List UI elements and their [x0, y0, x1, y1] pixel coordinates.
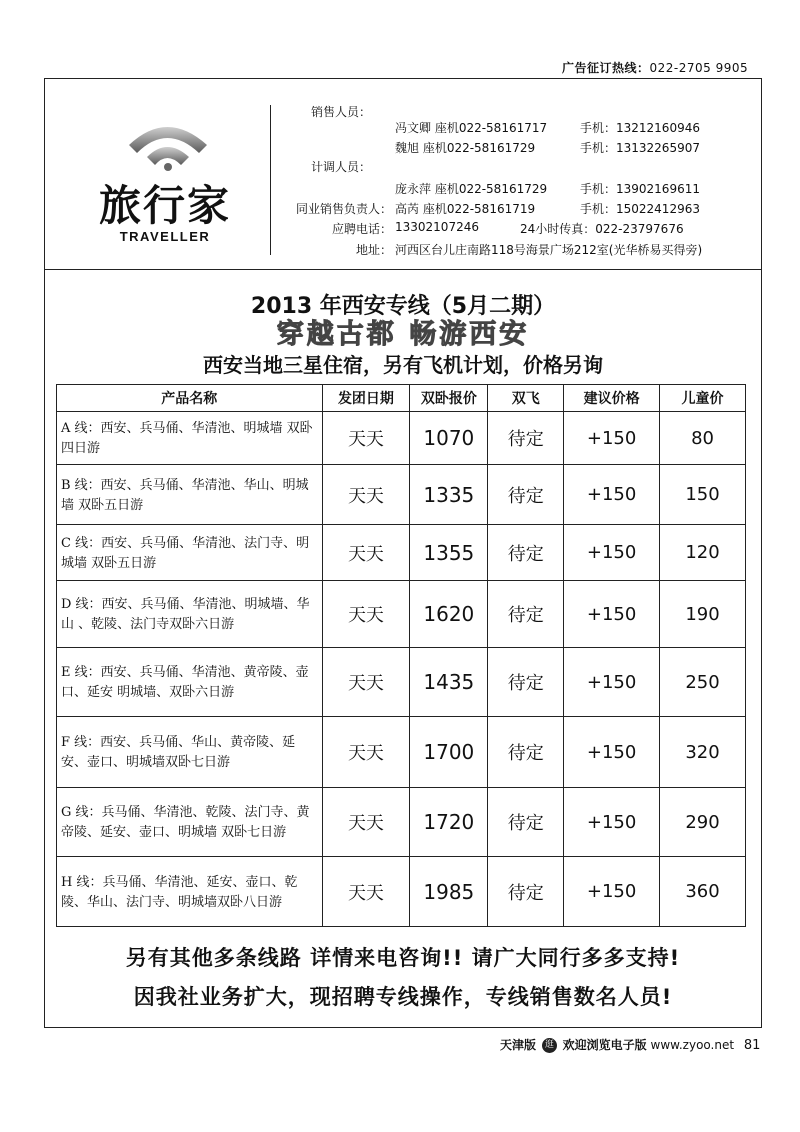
table-row — [57, 648, 746, 717]
more-routes-notice: 另有其他多条线路 详情来电咨询!! 请广大同行多多支持! — [125, 946, 681, 970]
route-name: C 线：西安、兵马俑、华清池、法门寺、明城墙 双卧五日游 — [57, 525, 323, 581]
contact-name: 魏旭 座机022-58161729 — [395, 141, 536, 155]
contact-mobile: 手机：13212160946 — [580, 121, 700, 135]
contact-name: 庞永萍 座机022-58161729 — [395, 182, 548, 196]
route-price: 1355 — [410, 525, 488, 581]
header-separator — [45, 269, 761, 270]
edition-label: 天津版 — [500, 1038, 537, 1052]
route-date: 天天 — [322, 412, 410, 465]
route-child: 150 — [660, 465, 746, 525]
traveller-logo — [85, 115, 245, 245]
route-child: 250 — [660, 648, 746, 717]
route-date: 天天 — [322, 581, 410, 648]
header-flight: 双飞 — [488, 385, 564, 412]
header-date: 发团日期 — [322, 385, 410, 412]
page-number: 81 — [743, 1038, 761, 1053]
table-row — [57, 525, 746, 581]
contact-mobile: 手机：13132265907 — [580, 141, 700, 155]
route-suggest: +150 — [564, 788, 660, 857]
logo-chinese: 旅行家 — [98, 181, 231, 230]
route-suggest: +150 — [564, 857, 660, 927]
route-price: 1070 — [410, 412, 488, 465]
ad-frame — [44, 78, 762, 1028]
route-child: 120 — [660, 525, 746, 581]
route-flight: 待定 — [488, 581, 564, 648]
route-price: 1720 — [410, 788, 488, 857]
contact-fax: 24小时传真：022-23797676 — [520, 222, 684, 236]
route-suggest: +150 — [564, 717, 660, 788]
contact-address: 河西区台儿庄南路118号海景广场212室(光华桥易买得旁) — [395, 243, 703, 257]
contact-label: 应聘电话： — [331, 222, 392, 236]
route-suggest: +150 — [564, 581, 660, 648]
route-price: 1985 — [410, 857, 488, 927]
slogan: 穿越古都 畅游西安 — [276, 319, 530, 350]
route-price: 1335 — [410, 465, 488, 525]
route-name: F 线：西安、兵马俑、华山、黄帝陵、延安、壶口、明城墙双卧七日游 — [57, 717, 323, 788]
logo-english: TRAVELLER — [119, 229, 211, 244]
table-row — [57, 465, 746, 525]
route-name: H 线：兵马俑、华清池、延安、壶口、乾陵、华山、法门寺、明城墙双卧八日游 — [57, 857, 323, 927]
route-child: 320 — [660, 717, 746, 788]
route-table — [56, 384, 746, 927]
table-row — [57, 581, 746, 648]
table-row — [57, 717, 746, 788]
table-row — [57, 788, 746, 857]
route-name: B 线：西安、兵马俑、华清池、华山、明城墙 双卧五日游 — [57, 465, 323, 525]
route-price: 1700 — [410, 717, 488, 788]
route-name: D 线：西安、兵马俑、华清池、明城墙、华山 、乾陵、法门寺双卧六日游 — [57, 581, 323, 648]
route-date: 天天 — [322, 857, 410, 927]
route-price: 1435 — [410, 648, 488, 717]
route-name: A 线：西安、兵马俑、华清池、明城墙 双卧四日游 — [57, 412, 323, 465]
route-flight: 待定 — [488, 857, 564, 927]
route-child: 290 — [660, 788, 746, 857]
route-price: 1620 — [410, 581, 488, 648]
recruitment-notice: 因我社业务扩大，现招聘专线操作，专线销售数名人员! — [133, 985, 673, 1009]
route-flight: 待定 — [488, 788, 564, 857]
route-flight: 待定 — [488, 648, 564, 717]
header-child: 儿童价 — [660, 385, 746, 412]
contact-name: 冯文卿 座机022-58161717 — [395, 121, 548, 135]
table-header-row — [57, 385, 746, 412]
route-date: 天天 — [322, 465, 410, 525]
header-suggest: 建议价格 — [564, 385, 660, 412]
route-child: 80 — [660, 412, 746, 465]
contact-label: 同业销售负责人： — [295, 202, 392, 216]
contact-name: 高芮 座机022-58161719 — [395, 202, 536, 216]
footer-site[interactable]: www.zyoo.net — [650, 1038, 735, 1052]
route-child: 190 — [660, 581, 746, 648]
table-row — [57, 412, 746, 465]
route-date: 天天 — [322, 648, 410, 717]
route-flight: 待定 — [488, 465, 564, 525]
contact-mobile: 手机：13902169611 — [580, 182, 700, 196]
route-name: E 线：西安、兵马俑、华清池、黄帝陵、壶口、延安 明城墙、双卧六日游 — [57, 648, 323, 717]
contact-label: 计调人员： — [310, 160, 371, 174]
footer-text: 欢迎浏览电子版 — [562, 1038, 647, 1052]
route-date: 天天 — [322, 717, 410, 788]
browse-badge-icon: 逛 — [542, 1038, 557, 1053]
main-title: 2013 年西安专线（5月二期） — [250, 294, 556, 319]
contact-label: 销售人员： — [310, 105, 371, 119]
table-row — [57, 857, 746, 927]
contact-name: 13302107246 — [395, 220, 479, 234]
route-child: 360 — [660, 857, 746, 927]
page-footer — [500, 1036, 760, 1053]
route-date: 天天 — [322, 788, 410, 857]
route-suggest: +150 — [564, 412, 660, 465]
hotline-number: 022-2705 9905 — [649, 61, 749, 75]
contact-label: 地址： — [355, 243, 392, 257]
route-suggest: +150 — [564, 525, 660, 581]
route-flight: 待定 — [488, 717, 564, 788]
subtitle: 西安当地三星住宿，另有飞机计划，价格另询 — [203, 353, 603, 377]
wifi-arcs-icon — [119, 115, 215, 171]
hotline-label: 广告征订热线： — [562, 61, 650, 75]
ad-hotline — [562, 59, 748, 76]
route-flight: 待定 — [488, 525, 564, 581]
header-product: 产品名称 — [57, 385, 323, 412]
route-name: G 线：兵马俑、华清池、乾陵、法门寺、黄帝陵、延安、壶口、明城墙 双卧七日游 — [57, 788, 323, 857]
route-suggest: +150 — [564, 465, 660, 525]
route-suggest: +150 — [564, 648, 660, 717]
route-flight: 待定 — [488, 412, 564, 465]
header-price: 双卧报价 — [410, 385, 488, 412]
contact-mobile: 手机：15022412963 — [580, 202, 700, 216]
route-date: 天天 — [322, 525, 410, 581]
